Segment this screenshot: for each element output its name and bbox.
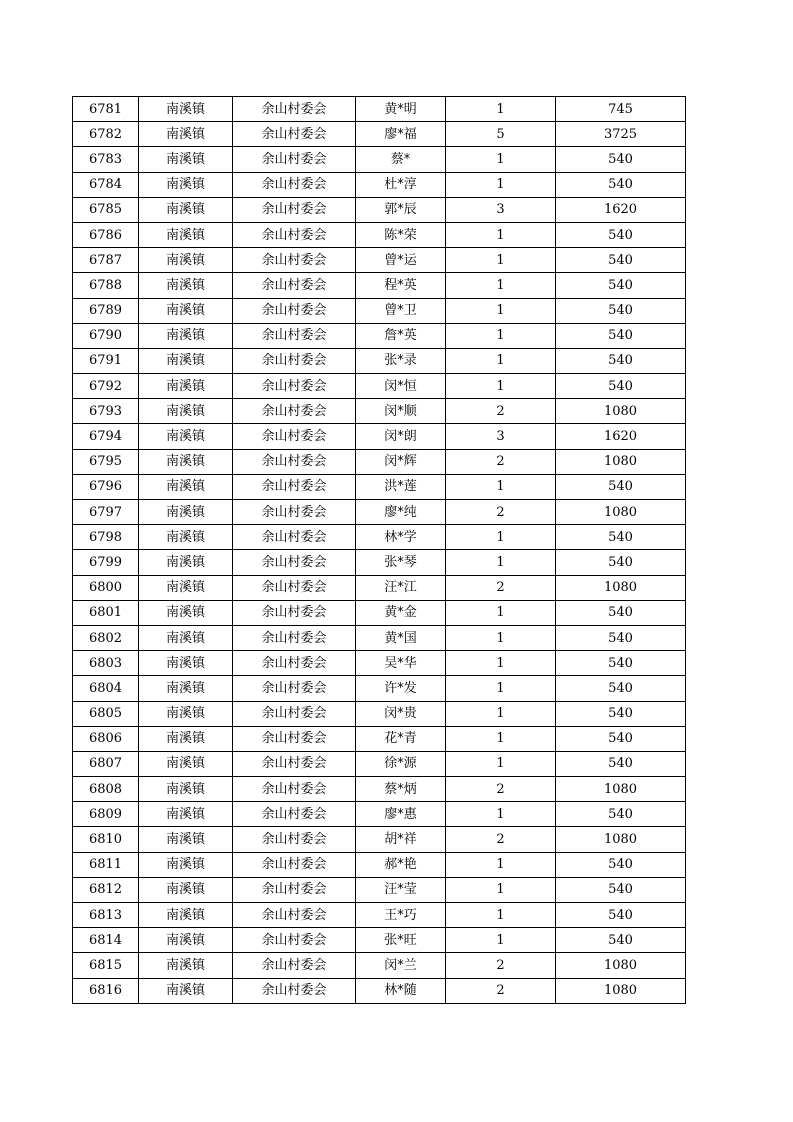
table-row	[73, 424, 686, 449]
village-committee-cell: 余山村委会	[233, 449, 356, 474]
village-committee-cell: 余山村委会	[233, 625, 356, 650]
amount-cell: 1080	[556, 827, 686, 852]
row-number-cell: 6781	[73, 97, 139, 122]
name-cell: 王*巧	[356, 903, 446, 928]
town-cell: 南溪镇	[139, 827, 233, 852]
town-cell: 南溪镇	[139, 651, 233, 676]
count-cell: 2	[446, 449, 556, 474]
town-cell: 南溪镇	[139, 802, 233, 827]
village-committee-cell: 余山村委会	[233, 273, 356, 298]
count-cell: 1	[446, 877, 556, 902]
table-body	[73, 97, 686, 1004]
amount-cell: 1080	[556, 500, 686, 525]
town-cell: 南溪镇	[139, 777, 233, 802]
row-number-cell: 6798	[73, 525, 139, 550]
table-row	[73, 273, 686, 298]
name-cell: 吴*华	[356, 651, 446, 676]
table-row	[73, 625, 686, 650]
amount-cell: 540	[556, 172, 686, 197]
town-cell: 南溪镇	[139, 399, 233, 424]
village-committee-cell: 余山村委会	[233, 97, 356, 122]
count-cell: 1	[446, 550, 556, 575]
village-committee-cell: 余山村委会	[233, 500, 356, 525]
amount-cell: 1620	[556, 197, 686, 222]
village-committee-cell: 余山村委会	[233, 172, 356, 197]
town-cell: 南溪镇	[139, 374, 233, 399]
count-cell: 2	[446, 575, 556, 600]
table-row	[73, 399, 686, 424]
amount-cell: 1080	[556, 777, 686, 802]
table-row	[73, 600, 686, 625]
count-cell: 2	[446, 953, 556, 978]
town-cell: 南溪镇	[139, 449, 233, 474]
village-committee-cell: 余山村委会	[233, 348, 356, 373]
village-committee-cell: 余山村委会	[233, 928, 356, 953]
row-number-cell: 6805	[73, 701, 139, 726]
amount-cell: 1080	[556, 399, 686, 424]
village-committee-cell: 余山村委会	[233, 248, 356, 273]
row-number-cell: 6804	[73, 676, 139, 701]
name-cell: 蔡*	[356, 147, 446, 172]
amount-cell: 540	[556, 751, 686, 776]
name-cell: 洪*莲	[356, 474, 446, 499]
name-cell: 胡*祥	[356, 827, 446, 852]
count-cell: 2	[446, 777, 556, 802]
table-row	[73, 827, 686, 852]
name-cell: 林*学	[356, 525, 446, 550]
town-cell: 南溪镇	[139, 625, 233, 650]
village-committee-cell: 余山村委会	[233, 751, 356, 776]
name-cell: 闵*兰	[356, 953, 446, 978]
row-number-cell: 6795	[73, 449, 139, 474]
name-cell: 陈*荣	[356, 222, 446, 247]
amount-cell: 540	[556, 474, 686, 499]
count-cell: 1	[446, 172, 556, 197]
row-number-cell: 6785	[73, 197, 139, 222]
table-row	[73, 978, 686, 1003]
name-cell: 曾*运	[356, 248, 446, 273]
table-row	[73, 122, 686, 147]
row-number-cell: 6799	[73, 550, 139, 575]
name-cell: 廖*纯	[356, 500, 446, 525]
count-cell: 1	[446, 147, 556, 172]
village-committee-cell: 余山村委会	[233, 953, 356, 978]
village-committee-cell: 余山村委会	[233, 600, 356, 625]
town-cell: 南溪镇	[139, 273, 233, 298]
count-cell: 1	[446, 802, 556, 827]
amount-cell: 540	[556, 374, 686, 399]
village-committee-cell: 余山村委会	[233, 323, 356, 348]
table-row	[73, 928, 686, 953]
row-number-cell: 6808	[73, 777, 139, 802]
name-cell: 黄*明	[356, 97, 446, 122]
table-row	[73, 374, 686, 399]
town-cell: 南溪镇	[139, 298, 233, 323]
name-cell: 徐*源	[356, 751, 446, 776]
town-cell: 南溪镇	[139, 424, 233, 449]
row-number-cell: 6812	[73, 877, 139, 902]
row-number-cell: 6801	[73, 600, 139, 625]
row-number-cell: 6806	[73, 726, 139, 751]
count-cell: 1	[446, 525, 556, 550]
village-committee-cell: 余山村委会	[233, 676, 356, 701]
amount-cell: 1080	[556, 953, 686, 978]
data-table	[72, 96, 686, 1004]
village-committee-cell: 余山村委会	[233, 374, 356, 399]
name-cell: 汪*莹	[356, 877, 446, 902]
town-cell: 南溪镇	[139, 701, 233, 726]
amount-cell: 540	[556, 550, 686, 575]
name-cell: 闵*贵	[356, 701, 446, 726]
name-cell: 郭*辰	[356, 197, 446, 222]
table-row	[73, 550, 686, 575]
town-cell: 南溪镇	[139, 726, 233, 751]
name-cell: 程*英	[356, 273, 446, 298]
name-cell: 郝*艳	[356, 852, 446, 877]
count-cell: 2	[446, 978, 556, 1003]
row-number-cell: 6782	[73, 122, 139, 147]
name-cell: 黄*金	[356, 600, 446, 625]
town-cell: 南溪镇	[139, 348, 233, 373]
amount-cell: 1080	[556, 575, 686, 600]
town-cell: 南溪镇	[139, 525, 233, 550]
amount-cell: 1080	[556, 449, 686, 474]
table-row	[73, 852, 686, 877]
amount-cell: 540	[556, 726, 686, 751]
town-cell: 南溪镇	[139, 928, 233, 953]
row-number-cell: 6802	[73, 625, 139, 650]
village-committee-cell: 余山村委会	[233, 726, 356, 751]
name-cell: 闵*朗	[356, 424, 446, 449]
count-cell: 1	[446, 348, 556, 373]
count-cell: 1	[446, 273, 556, 298]
row-number-cell: 6809	[73, 802, 139, 827]
town-cell: 南溪镇	[139, 474, 233, 499]
amount-cell: 540	[556, 298, 686, 323]
row-number-cell: 6783	[73, 147, 139, 172]
count-cell: 3	[446, 424, 556, 449]
count-cell: 2	[446, 500, 556, 525]
village-committee-cell: 余山村委会	[233, 147, 356, 172]
name-cell: 廖*惠	[356, 802, 446, 827]
town-cell: 南溪镇	[139, 147, 233, 172]
town-cell: 南溪镇	[139, 903, 233, 928]
count-cell: 3	[446, 197, 556, 222]
table-row	[73, 172, 686, 197]
count-cell: 1	[446, 751, 556, 776]
count-cell: 1	[446, 625, 556, 650]
table-row	[73, 877, 686, 902]
name-cell: 林*随	[356, 978, 446, 1003]
amount-cell: 1620	[556, 424, 686, 449]
table-row	[73, 726, 686, 751]
row-number-cell: 6793	[73, 399, 139, 424]
count-cell: 1	[446, 474, 556, 499]
amount-cell: 540	[556, 625, 686, 650]
amount-cell: 540	[556, 600, 686, 625]
village-committee-cell: 余山村委会	[233, 222, 356, 247]
name-cell: 张*旺	[356, 928, 446, 953]
town-cell: 南溪镇	[139, 575, 233, 600]
town-cell: 南溪镇	[139, 222, 233, 247]
row-number-cell: 6797	[73, 500, 139, 525]
row-number-cell: 6815	[73, 953, 139, 978]
count-cell: 1	[446, 726, 556, 751]
amount-cell: 540	[556, 676, 686, 701]
row-number-cell: 6786	[73, 222, 139, 247]
count-cell: 1	[446, 903, 556, 928]
village-committee-cell: 余山村委会	[233, 424, 356, 449]
row-number-cell: 6813	[73, 903, 139, 928]
row-number-cell: 6810	[73, 827, 139, 852]
table-row	[73, 449, 686, 474]
count-cell: 1	[446, 222, 556, 247]
village-committee-cell: 余山村委会	[233, 852, 356, 877]
amount-cell: 1080	[556, 978, 686, 1003]
table-row	[73, 248, 686, 273]
village-committee-cell: 余山村委会	[233, 777, 356, 802]
name-cell: 许*发	[356, 676, 446, 701]
table-row	[73, 474, 686, 499]
name-cell: 花*青	[356, 726, 446, 751]
row-number-cell: 6794	[73, 424, 139, 449]
table-row	[73, 676, 686, 701]
table-row	[73, 323, 686, 348]
village-committee-cell: 余山村委会	[233, 575, 356, 600]
amount-cell: 540	[556, 273, 686, 298]
name-cell: 杜*淳	[356, 172, 446, 197]
row-number-cell: 6816	[73, 978, 139, 1003]
village-committee-cell: 余山村委会	[233, 827, 356, 852]
name-cell: 黄*国	[356, 625, 446, 650]
name-cell: 闵*恒	[356, 374, 446, 399]
village-committee-cell: 余山村委会	[233, 903, 356, 928]
amount-cell: 540	[556, 877, 686, 902]
row-number-cell: 6787	[73, 248, 139, 273]
row-number-cell: 6800	[73, 575, 139, 600]
row-number-cell: 6788	[73, 273, 139, 298]
count-cell: 1	[446, 676, 556, 701]
town-cell: 南溪镇	[139, 751, 233, 776]
amount-cell: 540	[556, 222, 686, 247]
count-cell: 1	[446, 701, 556, 726]
name-cell: 廖*福	[356, 122, 446, 147]
row-number-cell: 6796	[73, 474, 139, 499]
amount-cell: 540	[556, 651, 686, 676]
count-cell: 1	[446, 600, 556, 625]
row-number-cell: 6789	[73, 298, 139, 323]
amount-cell: 540	[556, 525, 686, 550]
name-cell: 张*录	[356, 348, 446, 373]
town-cell: 南溪镇	[139, 978, 233, 1003]
amount-cell: 540	[556, 928, 686, 953]
town-cell: 南溪镇	[139, 500, 233, 525]
village-committee-cell: 余山村委会	[233, 197, 356, 222]
village-committee-cell: 余山村委会	[233, 651, 356, 676]
row-number-cell: 6803	[73, 651, 139, 676]
amount-cell: 540	[556, 903, 686, 928]
town-cell: 南溪镇	[139, 97, 233, 122]
count-cell: 1	[446, 928, 556, 953]
town-cell: 南溪镇	[139, 122, 233, 147]
town-cell: 南溪镇	[139, 600, 233, 625]
village-committee-cell: 余山村委会	[233, 399, 356, 424]
name-cell: 闵*辉	[356, 449, 446, 474]
table-row	[73, 903, 686, 928]
amount-cell: 540	[556, 701, 686, 726]
name-cell: 蔡*炳	[356, 777, 446, 802]
row-number-cell: 6790	[73, 323, 139, 348]
village-committee-cell: 余山村委会	[233, 474, 356, 499]
table-row	[73, 575, 686, 600]
village-committee-cell: 余山村委会	[233, 550, 356, 575]
town-cell: 南溪镇	[139, 248, 233, 273]
village-committee-cell: 余山村委会	[233, 525, 356, 550]
row-number-cell: 6791	[73, 348, 139, 373]
amount-cell: 540	[556, 147, 686, 172]
village-committee-cell: 余山村委会	[233, 701, 356, 726]
count-cell: 5	[446, 122, 556, 147]
town-cell: 南溪镇	[139, 323, 233, 348]
count-cell: 1	[446, 248, 556, 273]
row-number-cell: 6807	[73, 751, 139, 776]
count-cell: 2	[446, 827, 556, 852]
count-cell: 1	[446, 298, 556, 323]
town-cell: 南溪镇	[139, 852, 233, 877]
table-row	[73, 525, 686, 550]
amount-cell: 540	[556, 348, 686, 373]
table-row	[73, 97, 686, 122]
table-row	[73, 348, 686, 373]
table-row	[73, 147, 686, 172]
name-cell: 汪*江	[356, 575, 446, 600]
amount-cell: 745	[556, 97, 686, 122]
name-cell: 闵*顺	[356, 399, 446, 424]
table-row	[73, 298, 686, 323]
count-cell: 1	[446, 323, 556, 348]
count-cell: 1	[446, 97, 556, 122]
amount-cell: 540	[556, 802, 686, 827]
town-cell: 南溪镇	[139, 197, 233, 222]
village-committee-cell: 余山村委会	[233, 877, 356, 902]
town-cell: 南溪镇	[139, 676, 233, 701]
village-committee-cell: 余山村委会	[233, 978, 356, 1003]
row-number-cell: 6811	[73, 852, 139, 877]
amount-cell: 3725	[556, 122, 686, 147]
town-cell: 南溪镇	[139, 172, 233, 197]
table-row	[73, 777, 686, 802]
amount-cell: 540	[556, 323, 686, 348]
table-row	[73, 500, 686, 525]
table-row	[73, 701, 686, 726]
town-cell: 南溪镇	[139, 877, 233, 902]
name-cell: 张*琴	[356, 550, 446, 575]
village-committee-cell: 余山村委会	[233, 122, 356, 147]
table-row	[73, 222, 686, 247]
count-cell: 2	[446, 399, 556, 424]
table-row	[73, 953, 686, 978]
table-row	[73, 751, 686, 776]
town-cell: 南溪镇	[139, 953, 233, 978]
amount-cell: 540	[556, 852, 686, 877]
village-committee-cell: 余山村委会	[233, 802, 356, 827]
town-cell: 南溪镇	[139, 550, 233, 575]
count-cell: 1	[446, 651, 556, 676]
row-number-cell: 6814	[73, 928, 139, 953]
count-cell: 1	[446, 374, 556, 399]
row-number-cell: 6792	[73, 374, 139, 399]
village-committee-cell: 余山村委会	[233, 298, 356, 323]
row-number-cell: 6784	[73, 172, 139, 197]
table-row	[73, 802, 686, 827]
name-cell: 曾*卫	[356, 298, 446, 323]
amount-cell: 540	[556, 248, 686, 273]
table-row	[73, 197, 686, 222]
table-row	[73, 651, 686, 676]
count-cell: 1	[446, 852, 556, 877]
name-cell: 詹*英	[356, 323, 446, 348]
